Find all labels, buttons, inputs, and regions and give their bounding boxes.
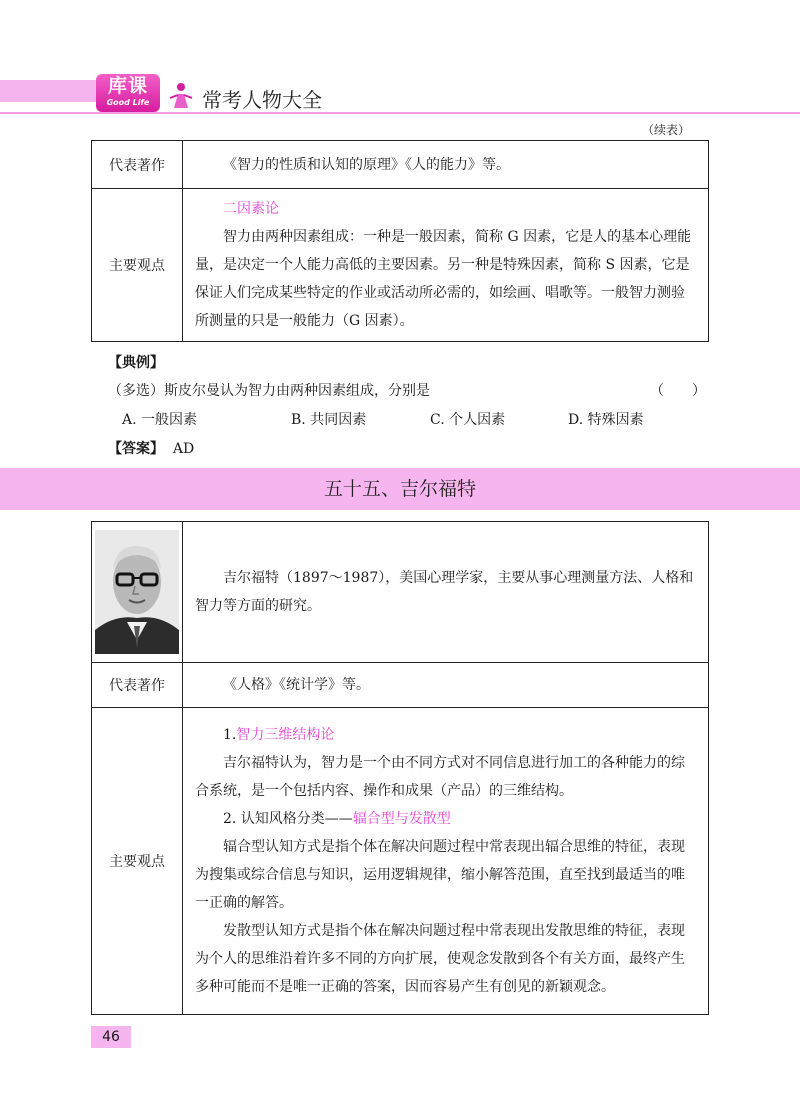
header-rule	[0, 112, 800, 114]
answer-line: 【答案】 AD	[108, 441, 195, 457]
views-content	[183, 189, 709, 342]
answer-bracket: （ ）	[650, 383, 706, 399]
option-d: D. 特殊因素	[568, 412, 644, 428]
option-b: B. 共同因素	[291, 412, 367, 428]
example-heading: 【典例】	[108, 355, 164, 371]
guilford-table	[91, 521, 709, 1015]
point-2-text-a: 辐合型认知方式是指个体在解决问题过程中常表现出辐合思维的特征，表现为搜集或综合信息与知识，运用逻辑规律，缩小解答范围，直至找到最适当的唯一正确的解答。	[195, 839, 685, 911]
works-label: 代表著作	[92, 141, 183, 189]
views-label-2: 主要观点	[92, 708, 183, 1015]
section-banner	[0, 468, 800, 510]
portrait-cell	[92, 522, 183, 663]
answer-value: AD	[172, 441, 195, 457]
book-title: 常考人物大全	[202, 88, 322, 112]
continued-label: （续表）	[641, 123, 690, 137]
example-question: （多选）斯皮尔曼认为智力由两种因素组成，分别是	[108, 383, 430, 399]
theory-text: 智力由两种因素组成：一种是一般因素，简称 G 因素，它是人的基本心理能量，是决定一个人能力高低的主要因素。另一种是特殊因素，简称 S 因素，它是保证人们完成某些特定的作业或活动所必需的，如绘画、唱歌等。一般智力测验所测量的只是一般能力（G 因素）。	[195, 229, 692, 329]
works-text: 《智力的性质和认知的原理》《人的能力》等。	[183, 141, 709, 189]
option-c: C. 个人因素	[430, 412, 506, 428]
figure-icon	[166, 80, 196, 110]
guilford-intro: 吉尔福特（1897～1987），美国心理学家，主要从事心理测量方法、人格和智力等方面的研究。	[183, 522, 709, 663]
point-1-text: 吉尔福特认为，智力是一个由不同方式对不同信息进行加工的各种能力的综合系统，是一个包括内容、操作和成果（产品）的三维结构。	[195, 755, 685, 799]
views-label: 主要观点	[92, 189, 183, 342]
spearman-table	[91, 140, 709, 342]
publisher-logo: 库课 Good Life	[96, 74, 160, 112]
point-2-heading: 2. 认知风格分类——辐合型与发散型	[223, 811, 451, 827]
point-1-heading: 1.智力三维结构论	[223, 727, 335, 743]
theory-title: 二因素论	[223, 201, 279, 217]
page-number: 46	[91, 1026, 131, 1048]
views-content-2	[183, 708, 709, 1015]
works-label-2: 代表著作	[92, 663, 183, 708]
point-2-text-b: 发散型认知方式是指个体在解决问题过程中常表现出发散思维的特征，表现为个人的思维沿着许多不同的方向扩展，使观念发散到各个有关方面，最终产生多种可能而不是唯一正确的答案，因而容易产生有创见的新颖观念。	[195, 923, 685, 995]
option-a: A. 一般因素	[122, 412, 198, 428]
section-title: 五十五、吉尔福特	[323, 478, 476, 500]
portrait-photo	[95, 530, 179, 654]
works-text-2: 《人格》《统计学》等。	[183, 663, 709, 708]
